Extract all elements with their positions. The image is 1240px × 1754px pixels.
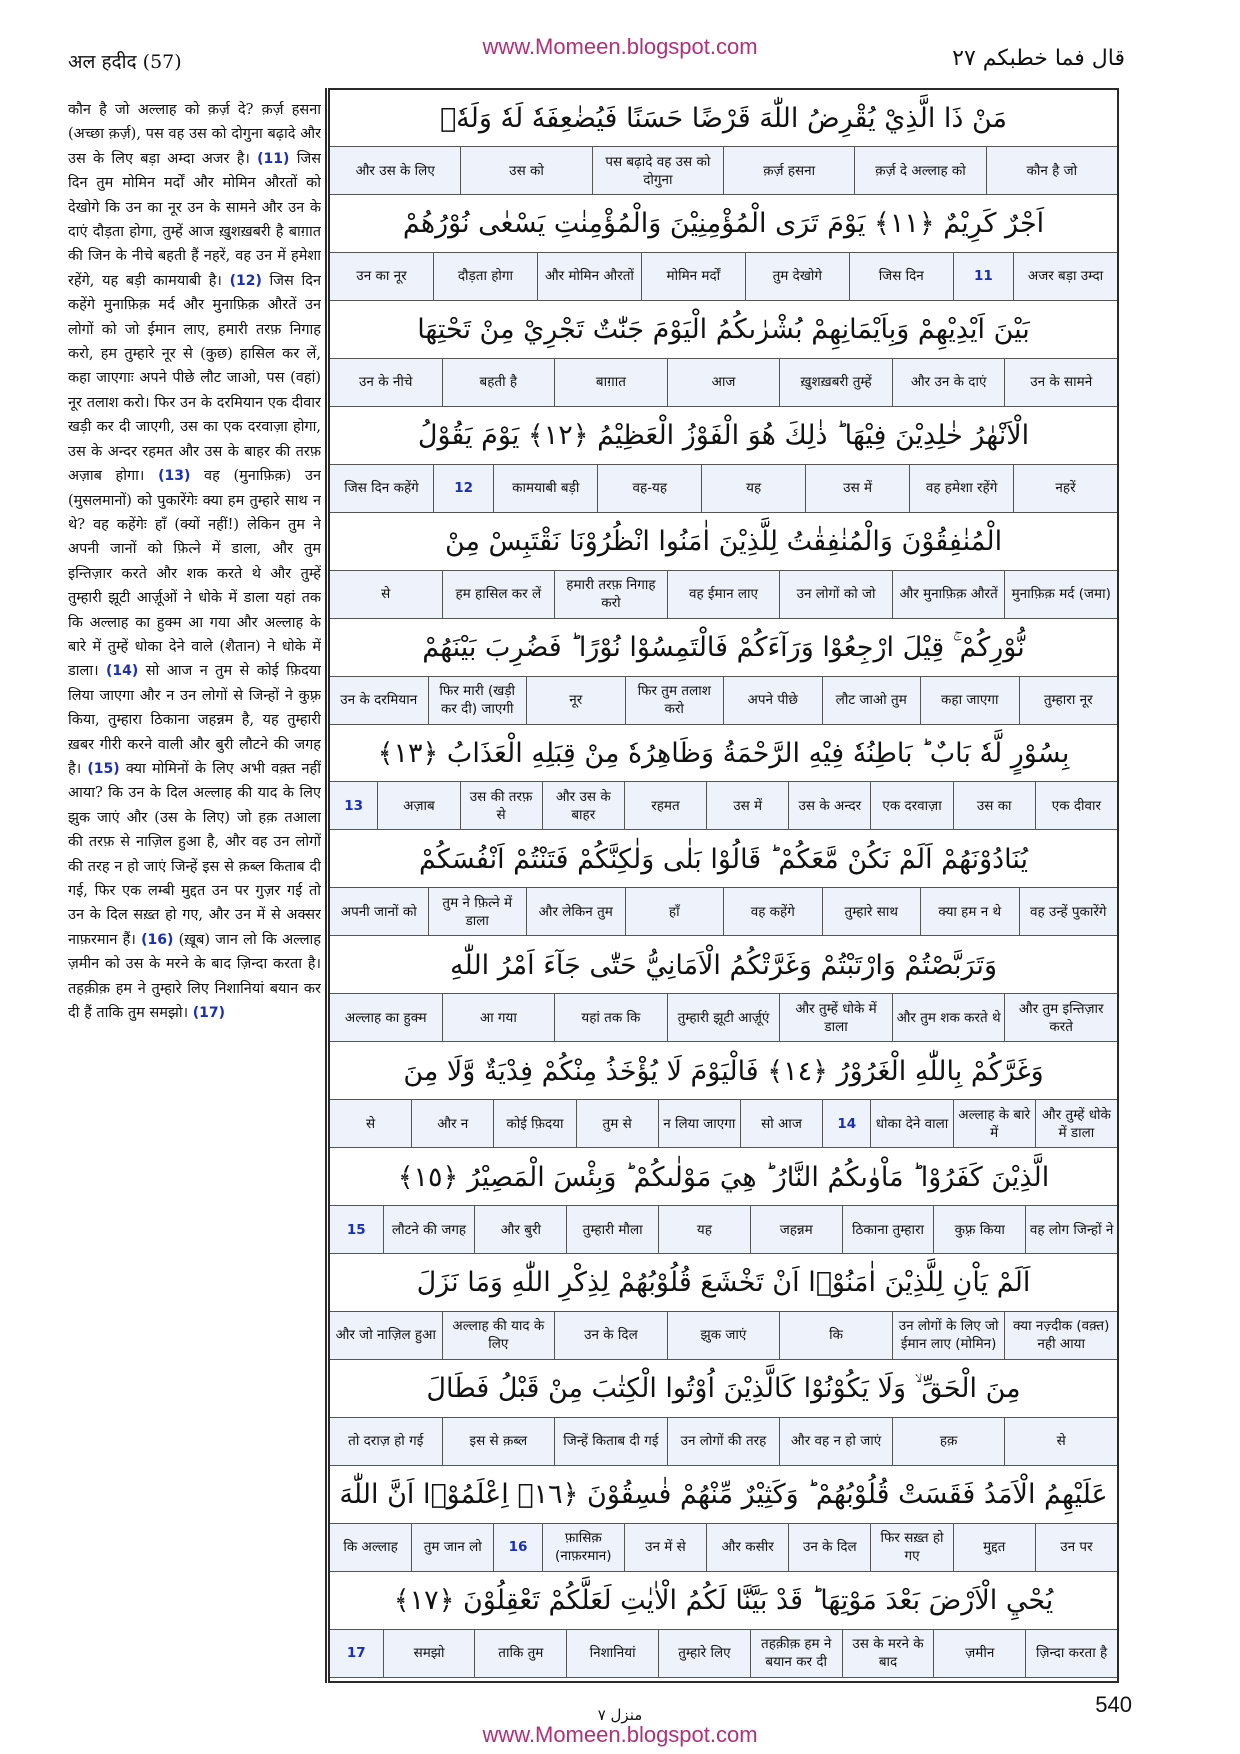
- arabic-line: مَنْ ذَا الَّذِيْ يُقْرِضُ اللّٰهَ قَرْضًا حَسَنًا فَيُضٰعِفَهٗ لَهٗ وَلَهٗۤ: [439, 102, 1008, 134]
- arabic-line: وَغَرَّكُمْ بِاللّٰهِ الْغَرُوْرُ ﴿١٤﴾ فَالْيَوْمَ لَا يُؤْخَذُ مِنْكُمْ فِدْيَةٌ وَّلَا مِنَ: [403, 1055, 1044, 1087]
- translation-text: सो आज न तुम से कोई फ़िदया लिया जाएगा और न उन लोगों से जिन्हों ने कुफ़्र किया, तुम्हारा ठिकाना जहन्नम है, यह तुम्हारी ख़बर गीरी करने वाली और बुरी लौटने की जगह है।: [68, 663, 321, 777]
- word-cell: और लेकिन तुम: [526, 888, 625, 935]
- header-url-link[interactable]: www.Momeen.blogspot.com: [482, 34, 758, 59]
- arabic-line: يُنَادُوْنَهُمْ اَلَمْ نَكُنْ مَّعَكُمْ ؕ قَالُوْا بَلٰى وَلٰكِنَّكُمْ فَتَنْتُمْ اَنْفُسَكُمْ: [418, 843, 1029, 875]
- word-cell: उन लोगों के लिए जो ईमान लाए (मोमिन): [892, 1312, 1005, 1359]
- word-cell: तुम्हारा नूर: [1019, 677, 1118, 724]
- word-cell: उन में से: [624, 1524, 706, 1571]
- verse-row: [330, 831, 1117, 937]
- verse-number: (13): [158, 468, 191, 485]
- word-cell: हमारी तरफ़ निगाह करो: [554, 571, 667, 618]
- word-cell: हम हासिल कर लें: [442, 571, 555, 618]
- word-cell: तहक़ीक़ हम ने बयान कर दी: [750, 1630, 842, 1677]
- verse-row: [330, 620, 1117, 726]
- word-cell: रहमत: [624, 782, 706, 829]
- word-cell: तो दराज़ हो गई: [348, 1433, 424, 1450]
- word-cell: आ गया: [442, 994, 555, 1041]
- word-cell: इस से क़ब्ल: [442, 1418, 555, 1465]
- word-cell: अपनी जानों को: [340, 903, 417, 920]
- word-cell: ताकि तुम: [474, 1630, 566, 1677]
- verse-row: [330, 514, 1117, 620]
- word-by-word-table: [328, 88, 1119, 1683]
- word-cell: मोमिन मर्दों: [641, 253, 745, 300]
- word-cell: तुम से: [576, 1100, 658, 1147]
- verse-number-cell: 13: [344, 797, 364, 814]
- page-number: 540: [1095, 1692, 1132, 1717]
- column-divider: [325, 88, 327, 1683]
- word-cell: अज़ाब: [377, 782, 459, 829]
- word-cell: क़र्ज़ दे अल्लाह को: [854, 147, 985, 194]
- word-translation-row: [330, 570, 1117, 619]
- translation-paragraph: [68, 663, 321, 777]
- translation-paragraph: [68, 761, 321, 948]
- word-cell: उन के सामने: [1004, 359, 1117, 406]
- word-cell: कामयाबी बड़ी: [493, 465, 597, 512]
- verse-row: [330, 1255, 1117, 1361]
- word-cell: मुनाफ़िक़ मर्द (जमा): [1004, 571, 1117, 618]
- word-translation-row: [330, 1629, 1117, 1678]
- word-cell: उस को: [460, 147, 591, 194]
- word-cell: बहती है: [442, 359, 555, 406]
- word-cell: यह: [658, 1206, 750, 1253]
- arabic-line: يُحْيِ الْاَرْضَ بَعْدَ مَوْتِهَا ؕ قَدْ بَيَّنَّا لَكُمُ الْاٰيٰتِ لَعَلَّكُمْ تَعْقِلُوْنَ ﴿١٧﴾: [393, 1585, 1054, 1617]
- word-cell: उन लोगों की तरह: [667, 1418, 780, 1465]
- translation-text: वह (मुनाफ़िक़) उन (मुसलमानों) को पुकारेंगेः क्या हम तुम्हारे साथ न थे? वह कहेंगेः हाँ (क्यों नहीं!) लेकिन तुम ने अपनी जानों को फ़ित्ने में डाला, और तुम इन्तिज़ार करते और शक करते थे और तुम्हें तुम्हारी झूटी आर्ज़ूओं ने धोके में डाला यहां तक कि अल्लाह का हुक्म आ गया और अल्लाह के बारे में तुम्हें धोका देने वाले (शैतान) ने धोके में डाला।: [68, 468, 321, 680]
- word-cell: तुम ने फ़ित्ने में डाला: [428, 888, 527, 935]
- word-cell: सो आज: [740, 1100, 822, 1147]
- footer-url-link[interactable]: www.Momeen.blogspot.com: [482, 1722, 758, 1747]
- translation-text: जिस दिन तुम मोमिन मर्दों और मोमिन औरतों को देखोगे कि उन का नूर उन के सामने और उन के दाएं दौड़ता होगा, तुम्हें आज ख़ुशख़बरी है बाग़ात की जिन के नीचे बहती हैं नहरें, वह उन में हमेशा रहेंगे, यह बड़ी कामयाबी है।: [68, 150, 321, 289]
- word-cell: क्या नज़्दीक (वक़्त) नही आया: [1004, 1312, 1117, 1359]
- word-cell: उस के अन्दर: [788, 782, 870, 829]
- word-cell: और उन के दाएं: [892, 359, 1005, 406]
- word-cell: तुम्हारी मौला: [566, 1206, 658, 1253]
- word-translation-row: [330, 146, 1117, 195]
- word-cell: एक दरवाज़ा: [870, 782, 952, 829]
- word-cell: और तुम इन्तिज़ार करते: [1004, 994, 1117, 1041]
- word-cell: उन के नीचे: [359, 374, 413, 391]
- word-cell: यह: [701, 465, 805, 512]
- word-cell: आज: [667, 359, 780, 406]
- word-cell: अपने पीछे: [723, 677, 822, 724]
- manzil-label: منزل ٧: [597, 1706, 643, 1724]
- translation-paragraph: [68, 273, 321, 484]
- word-cell: उस की तरफ़ से: [460, 782, 542, 829]
- word-cell: नहरें: [1013, 465, 1117, 512]
- word-cell: उस में: [805, 465, 909, 512]
- verse-row: [330, 302, 1117, 408]
- verse-number-cell: 14: [822, 1100, 870, 1147]
- word-cell: फिर सख़्त हो गए: [870, 1524, 952, 1571]
- word-cell: जिस दिन: [849, 253, 953, 300]
- verse-row: [330, 1467, 1117, 1573]
- verse-row: [330, 1149, 1117, 1255]
- word-cell: हाँ: [625, 888, 724, 935]
- word-cell: उन के दिल: [788, 1524, 870, 1571]
- verse-row: [330, 937, 1117, 1043]
- word-cell: उन का नूर: [356, 268, 407, 285]
- word-cell: और तुम्हें धोके में डाला: [779, 994, 892, 1041]
- word-cell: से: [1004, 1418, 1117, 1465]
- arabic-line: بِسُوْرٍ لَّهٗ بَابٌ ؕ بَاطِنُهٗ فِيْهِ الرَّحْمَةُ وَظَاهِرُهٗ مِنْ قِبَلِهِ الْعَذَابُ ﴿١٣﴾: [377, 737, 1070, 769]
- word-translation-row: [330, 781, 1117, 830]
- word-cell: कुफ़्र किया: [933, 1206, 1025, 1253]
- translation-paragraph: [68, 468, 321, 679]
- verse-number-cell: 15: [346, 1221, 366, 1238]
- word-cell: फिर तुम तलाश करो: [625, 677, 724, 724]
- arabic-line: الْاَنْهٰرُ خٰلِدِيْنَ فِيْهَا ؕ ذٰلِكَ هُوَ الْفَوْزُ الْعَظِيْمُ ﴿١٢﴾ يَوْمَ يَقُوْلُ: [417, 420, 1030, 452]
- word-cell: उस के मरने के बाद: [842, 1630, 934, 1677]
- word-cell: अल्लाह की याद के लिए: [442, 1312, 555, 1359]
- word-cell: से: [365, 1115, 376, 1132]
- verse-row: [330, 725, 1117, 831]
- word-cell: तुम देखोगे: [745, 253, 849, 300]
- word-cell: वह लोग जिन्हों ने: [1025, 1206, 1117, 1253]
- verse-row: [330, 1573, 1117, 1679]
- word-cell: निशानियां: [566, 1630, 658, 1677]
- para-title: قال فما خطبکم ٢٧: [952, 46, 1125, 71]
- verse-number: (12): [229, 272, 262, 289]
- word-cell: उन के दरमियान: [340, 692, 418, 708]
- word-cell: से: [381, 586, 391, 603]
- word-cell: वह उन्हें पुकारेंगे: [1019, 888, 1118, 935]
- word-cell: यहां तक कि: [554, 994, 667, 1041]
- verse-row: [330, 408, 1117, 514]
- word-cell: कि: [779, 1312, 892, 1359]
- word-cell: झुक जाएं: [667, 1312, 780, 1359]
- word-cell: तुम्हारी झूटी आर्ज़ूएं: [667, 994, 780, 1041]
- word-translation-row: [330, 252, 1117, 301]
- word-translation-row: [330, 1523, 1117, 1572]
- verse-number: (15): [87, 760, 120, 777]
- word-cell: फिर मारी (खड़ी कर दी) जाएगी: [428, 677, 527, 724]
- word-cell: और वह न हो जाएं: [779, 1418, 892, 1465]
- word-cell: और बुरी: [474, 1206, 566, 1253]
- word-translation-row: [330, 676, 1117, 725]
- arabic-line: وَتَرَبَّصْتُمْ وَارْتَبْتُمْ وَغَرَّتْكُمُ الْاَمَانِيُّ حَتّٰى جَآءَ اَمْرُ اللّٰهِ: [450, 949, 997, 981]
- verse-number: (11): [257, 150, 290, 167]
- arabic-line: مِنَ الْحَقِّ ۙ وَلَا يَكُوْنُوْا كَالَّذِيْنَ اُوْتُوا الْكِتٰبَ مِنْ قَبْلُ فَطَالَ: [426, 1372, 1021, 1404]
- verse-row: [330, 1361, 1117, 1467]
- word-cell: और कसीर: [706, 1524, 788, 1571]
- translation-text: (ख़ूब) जान लो कि अल्लाह ज़मीन को उस के मरने के बाद ज़िन्दा करता है। तहक़ीक़ हम ने तुम्हारे लिए निशानियां बयान कर दी हैं ताकि तुम समझो।: [68, 931, 321, 1022]
- arabic-line: بَيْنَ اَيْدِيْهِمْ وَبِاَيْمَانِهِمْ بُشْرٰىكُمُ الْيَوْمَ جَنّٰتٌ تَجْرِيْ مِنْ تَحْتِهَا: [417, 314, 1030, 346]
- word-cell: उस का: [953, 782, 1035, 829]
- word-cell: उन पर: [1035, 1524, 1117, 1571]
- word-cell: ठिकाना तुम्हारा: [842, 1206, 934, 1253]
- arabic-line: الْمُنٰفِقُوْنَ وَالْمُنٰفِقٰتُ لِلَّذِيْنَ اٰمَنُوا انْظُرُوْنَا نَقْتَبِسْ مِنْ: [444, 526, 1003, 558]
- word-cell: क्या हम न थे: [920, 888, 1019, 935]
- word-cell: ज़िन्दा करता है: [1025, 1630, 1117, 1677]
- arabic-line: الَّذِيْنَ كَفَرُوْا ؕ مَاْوٰىكُمُ النَّارُ ؕ هِيَ مَوْلٰىكُمْ ؕ وَبِئْسَ الْمَصِيْرُ ﴿١٥﴾: [397, 1161, 1050, 1193]
- word-translation-row: [330, 1205, 1117, 1254]
- word-cell: कोई फ़िदया: [493, 1100, 575, 1147]
- verse-number-cell: 12: [433, 465, 493, 512]
- verse-row: [330, 1043, 1117, 1149]
- word-cell: लौट जाओ तुम: [822, 677, 921, 724]
- word-cell: धोका देने वाला: [870, 1100, 952, 1147]
- word-cell: क़र्ज़ हसना: [723, 147, 854, 194]
- word-translation-row: [330, 887, 1117, 936]
- translation-text: क्या मोमिनों के लिए अभी वक़्त नहीं आया? कि उन के दिल अल्लाह की याद के लिए झुक जाएं और (उस के लिए) जो हक़ तआला की तरफ़ से नाज़िल हुआ है, और वह उन लोगों की तरह न हो जाएं जिन्हें इस से क़ब्ल किताब दी गई, फिर एक लम्बी मुद्दत उन पर गुज़र गई तो उन के दिल सख़्त हो गए, और उन में से अक्सर नाफ़रमान हैं।: [68, 760, 321, 948]
- word-cell: दौड़ता होगा: [433, 253, 537, 300]
- word-cell: एक दीवार: [1035, 782, 1117, 829]
- word-translation-row: [330, 1417, 1117, 1466]
- word-cell: और जो नाज़िल हुआ: [335, 1327, 436, 1344]
- word-cell: तुम्हारे साथ: [822, 888, 921, 935]
- word-translation-row: [330, 358, 1117, 407]
- word-cell: न लिया जाएगा: [658, 1100, 740, 1147]
- word-cell: और उस के बाहर: [542, 782, 624, 829]
- word-cell: और उस के लिए: [355, 162, 435, 179]
- word-cell: तुम जान लो: [411, 1524, 493, 1571]
- word-cell: अल्लाह के बारे में: [953, 1100, 1035, 1147]
- word-cell: उन के दिल: [554, 1312, 667, 1359]
- word-cell: कौन है जो: [986, 147, 1117, 194]
- word-cell: वह ईमान लाए: [667, 571, 780, 618]
- translation-paragraph: [68, 102, 321, 167]
- word-cell: उन लोगों को जो: [779, 571, 892, 618]
- word-translation-row: [330, 1311, 1117, 1360]
- word-cell: और तुम शक करते थे: [892, 994, 1005, 1041]
- word-translation-row: [330, 993, 1117, 1042]
- word-cell: समझो: [383, 1630, 475, 1677]
- word-translation-row: [330, 464, 1117, 513]
- word-cell: लौटने की जगह: [383, 1206, 475, 1253]
- verse-number-cell: 16: [493, 1524, 541, 1571]
- translation-paragraph: [68, 151, 321, 289]
- word-cell: और मोमिन औरतों: [537, 253, 641, 300]
- word-translation-row: [330, 1099, 1117, 1148]
- word-cell: वह कहेंगे: [723, 888, 822, 935]
- word-cell: जहन्नम: [750, 1206, 842, 1253]
- verse-number: (17): [192, 1005, 226, 1022]
- verse-number-cell: 11: [953, 253, 1013, 300]
- word-cell: हक़: [892, 1418, 1005, 1465]
- verse-row: [330, 196, 1117, 302]
- word-cell: और तुम्हें धोके में डाला: [1035, 1100, 1117, 1147]
- verse-row: [330, 90, 1117, 196]
- word-cell: ख़ुशख़बरी तुम्हें: [779, 359, 892, 406]
- word-cell: और न: [411, 1100, 493, 1147]
- arabic-line: نُّوْرِكُمْ ۚ قِيْلَ ارْجِعُوْا وَرَآءَكُمْ فَالْتَمِسُوْا نُوْرًا ؕ فَضُرِبَ بَيْنَهُمْ: [422, 631, 1025, 663]
- translation-text: कौन है जो अल्लाह को क़र्ज़ दे? क़र्ज़ हसना (अच्छा क़र्ज़), पस वह उस को दोगुना बढ़ादे और उस के लिए बड़ा अम्दा अजर है।: [68, 102, 321, 167]
- word-cell: पस बढ़ादे वह उस को दोगुना: [592, 147, 723, 194]
- word-cell: फ़ासिक़ (नाफ़रमान): [542, 1524, 624, 1571]
- word-cell: मुद्दत: [953, 1524, 1035, 1571]
- arabic-line: اَلَمْ يَاْنِ لِلَّذِيْنَ اٰمَنُوْۤا اَنْ تَخْشَعَ قُلُوْبُهُمْ لِذِكْرِ اللّٰهِ وَمَا نَزَلَ: [416, 1267, 1031, 1299]
- verse-number-cell: 17: [346, 1645, 366, 1662]
- word-cell: कि अल्लाह: [343, 1539, 398, 1556]
- arabic-line: عَلَيْهِمُ الْاَمَدُ فَقَسَتْ قُلُوْبُهُمْ ؕ وَكَثِيْرٌ مِّنْهُمْ فٰسِقُوْنَ ﴿١٦﴾ اِعْلَمُوْۤا اَنَّ اللّٰهَ: [339, 1479, 1108, 1511]
- surah-title: अल हदीद (57): [68, 51, 182, 73]
- word-cell: नूर: [526, 677, 625, 724]
- word-cell: अल्लाह का हुक्म: [344, 1009, 427, 1026]
- word-cell: ज़मीन: [933, 1630, 1025, 1677]
- verse-number: (14): [106, 663, 139, 680]
- word-cell: जिस दिन कहेंगे: [344, 480, 419, 497]
- word-cell: कहा जाएगा: [920, 677, 1019, 724]
- arabic-line: اَجْرٌ كَرِيْمٌ ﴿١١﴾ يَوْمَ تَرَى الْمُؤْمِنِيْنَ وَالْمُؤْمِنٰتِ يَسْعٰى نُوْرُهُمْ: [402, 208, 1045, 240]
- word-cell: जिन्हें किताब दी गई: [554, 1418, 667, 1465]
- word-cell: अजर बड़ा उम्दा: [1013, 253, 1117, 300]
- word-cell: वह-यह: [597, 465, 701, 512]
- word-cell: तुम्हारे लिए: [658, 1630, 750, 1677]
- word-cell: और मुनाफ़िक़ औरतें: [892, 571, 1005, 618]
- translation-text: जिस दिन कहेंगे मुनाफ़िक़ मर्द और मुनाफ़िक़ औरतें उन लोगों को जो ईमान लाए, हमारी तरफ़ निगाह करो, हम तुम्हारे नूर से (कुछ) हासिल कर लें, कहा जाएगाः अपने पीछे लौट जाओ, पस (वहां) नूर तलाश करो। फिर उन के दरमियान एक दीवार खड़ी कर दी जाएगी, उस का एक दरवाज़ा होगा, उस के अन्दर रहमत और उस के बाहर की तरफ़ अज़ाब होगा।: [68, 272, 321, 485]
- translation-column: [68, 98, 321, 1688]
- word-cell: वह हमेशा रहेंगे: [909, 465, 1013, 512]
- word-cell: उस में: [706, 782, 788, 829]
- word-cell: बाग़ात: [554, 359, 667, 406]
- verse-number: (16): [141, 931, 174, 948]
